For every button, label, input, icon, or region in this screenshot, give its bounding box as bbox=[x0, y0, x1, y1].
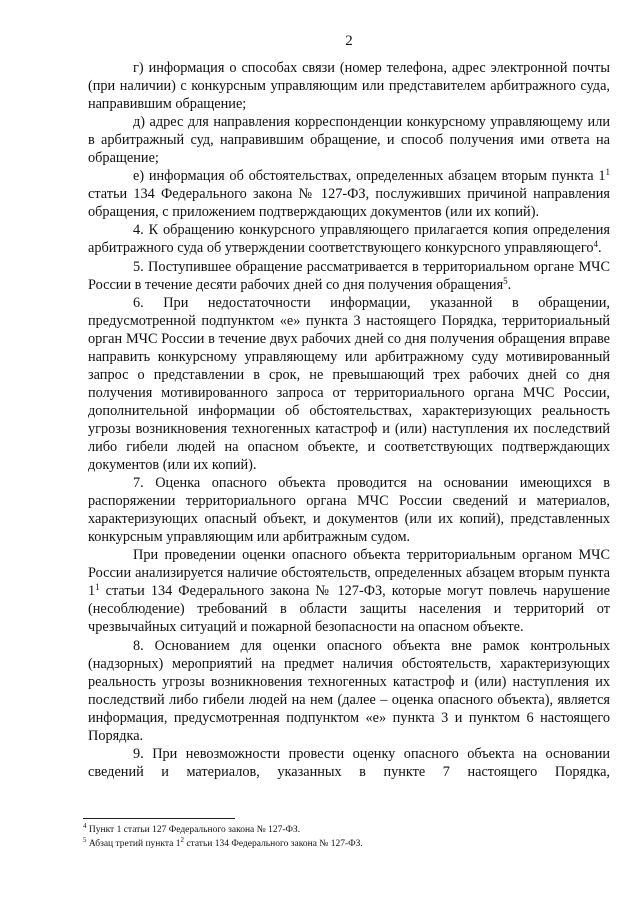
footnotes bbox=[83, 823, 603, 851]
paragraph-d-address bbox=[88, 113, 610, 167]
paragraph-4 bbox=[88, 221, 610, 257]
paragraph-g-contact-info bbox=[88, 59, 610, 113]
paragraph-7 bbox=[88, 474, 610, 546]
superscript-mark: 1 bbox=[95, 582, 100, 593]
paragraph-e-circumstances bbox=[88, 167, 610, 221]
paragraph-text: 4. К обращению конкурсного управляющего прилагается копия определения арбитражного суда об утверждении соответствующего конкурсного управляющего bbox=[88, 222, 610, 257]
paragraph-text: статьи 134 Федерального закона № 127-ФЗ, послуживших причиной направления обращения, с приложением подтверждающих документов (или их копий). bbox=[88, 186, 610, 221]
superscript-mark: 1 bbox=[605, 167, 610, 178]
paragraph-5 bbox=[88, 258, 610, 294]
footnote-reference: 5 bbox=[503, 275, 508, 286]
footnote-5 bbox=[83, 837, 603, 851]
footnote-mark: 5 bbox=[83, 836, 87, 845]
paragraph-text: д) адрес для направления корреспонденции конкурсному управляющему или в арбитражный суд, направившим обращение, и способ получения ими ответа на обращение; bbox=[88, 114, 610, 167]
document-body bbox=[88, 59, 610, 781]
paragraph-text: е) информация об обстоятельствах, определенных абзацем вторым пункта 1 bbox=[133, 168, 606, 185]
paragraph-text: 6. При недостаточности информации, указанной в обращении, предусмотренной подпунктом «е» пункта 3 настоящего Порядка, территориальный орган МЧС России в течение двух рабочих дней со дня получения обращения вправе направить конкурсному управляющему или арбитражному суду мотивированный запрос о представлении в срок, не превышающий трех рабочих дней со дня получения мотивированного запроса от территориального органа МЧС России, дополнительной информации об обстоятельствах, характеризующих реальность угрозы возникновения техногенных катастроф и (или) наступления их последствий либо гибели людей на опасном объекте, и соответствующих подтверждающих документов (или их копий). bbox=[88, 294, 610, 474]
footnote-separator bbox=[83, 818, 235, 819]
footnote-text: Пункт 1 статьи 127 Федерального закона № 127-ФЗ. bbox=[86, 825, 301, 835]
paragraph-text: 8. Основанием для оценки опасного объекта вне рамок контрольных (надзорных) мероприятий на предмет наличия обстоятельств, характеризующих реальность угрозы возникновения техногенных катастроф и (или) наступления их последствий либо гибели людей на нем (далее – оценка опасного объекта), является информация, предусмотренная подпунктом «е» пункта 3 и пунктом 6 настоящего Порядка. bbox=[88, 637, 610, 744]
footnote-mark: 4 bbox=[83, 822, 87, 831]
paragraph-text: статьи 134 Федерального закона № 127-ФЗ, которые могут повлечь нарушение (несоблюдение) требований в области защиты населения и территорий от чрезвычайных ситуаций и пожарной безопасности на опасном объекте. bbox=[88, 583, 610, 636]
page-number: 2 bbox=[345, 33, 353, 49]
paragraph-text: 7. Оценка опасного объекта проводится на основании имеющихся в распоряжении территориального органа МЧС России сведений и материалов, характеризующих опасный объект, и документов (или их копий), представленных конкурсным управляющим или арбитражным судом. bbox=[88, 475, 610, 546]
paragraph-text: г) информация о способах связи (номер телефона, адрес электронной почты (при наличии) с конкурсным управляющим или представителем арбитражного суда, направившим обращение; bbox=[88, 60, 610, 113]
footnote-reference: 4 bbox=[593, 239, 599, 250]
paragraph-9 bbox=[88, 745, 610, 781]
paragraph-text: 9. При невозможности провести оценку опасного объекта на основании сведений и материалов, указанных в пункте 7 настоящего Порядка, bbox=[88, 745, 610, 780]
paragraph-text: 5. Поступившее обращение рассматривается в территориальном органе МЧС России в течение десяти рабочих дней со дня получения обращения bbox=[88, 258, 610, 293]
paragraph-7-analysis bbox=[88, 546, 610, 636]
paragraph-text: . bbox=[507, 276, 512, 293]
footnote-4 bbox=[83, 823, 603, 837]
footnote-text: Абзац третий пункта 1 bbox=[86, 839, 181, 849]
paragraph-6 bbox=[88, 294, 610, 474]
superscript-mark: 2 bbox=[180, 836, 184, 845]
footnote-text: статьи 134 Федерального закона № 127-ФЗ. bbox=[183, 839, 363, 849]
paragraph-text: При проведении оценки опасного объекта территориальным органом МЧС России анализируется наличие обстоятельств, определенных абзацем вторым пункта 1 bbox=[88, 547, 610, 600]
paragraph-text: . bbox=[598, 240, 602, 257]
paragraph-8 bbox=[88, 637, 610, 745]
